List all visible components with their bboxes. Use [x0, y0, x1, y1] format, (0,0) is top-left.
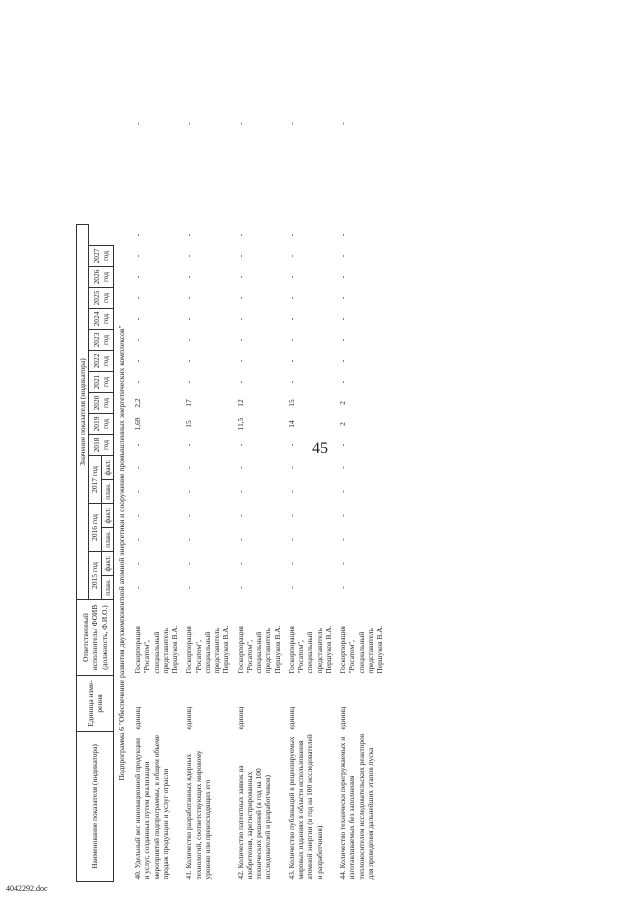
indicator-value: -	[133, 380, 143, 384]
indicator-value: -	[338, 233, 348, 237]
indicator-value: -	[133, 359, 143, 363]
indicator-name: 40. Удельный вес инновационной продукции и услуг, созданных путем реализации мероприятий подпрограммы, в общем объеме продаж продукции и услуг отрасли	[133, 734, 170, 880]
indicator-value: -	[338, 122, 348, 125]
indicator-value: -	[133, 586, 143, 589]
indicator-responsible: Госкорпорация "Росатом", специальный представитель Першуков В.А.	[338, 625, 385, 674]
col-header-2023: 2023 год	[89, 330, 114, 351]
indicator-value: -	[235, 490, 245, 493]
indicator-value: -	[286, 317, 296, 321]
indicator-value: -	[338, 296, 348, 300]
col-header-2024: 2024 год	[89, 309, 114, 330]
indicator-value: -	[286, 538, 296, 541]
col-header-2017-fact: факт.	[101, 456, 113, 480]
indicator-value: -	[235, 562, 245, 565]
col-header-2019: 2019 год	[89, 414, 114, 435]
indicator-name: 41. Количество разработанных ядерных технологий, соответствующих мировому уровню или превосходящих его	[184, 750, 212, 880]
indicator-unit: единиц	[133, 706, 143, 730]
indicator-name: 44. Количество технически перегружаемых и изготавливаемых без заполнения теплоносителем исследовательских реакторов для проведения дальнейших этапов пуска	[338, 733, 375, 880]
indicator-value: -	[235, 380, 245, 384]
indicator-value: -	[338, 359, 348, 363]
col-header-2018: 2018 год	[89, 435, 114, 456]
col-header-name: Наименование показателя (индикатора)	[77, 732, 114, 882]
indicator-table-rotated	[76, 22, 596, 882]
indicator-value: 2	[338, 401, 348, 405]
indicator-name: 43. Количество публикаций в рецензируемых мировых изданиях в области использования атомной энергии (в год на 100 исследователей и разработчиков)	[286, 734, 324, 880]
indicator-value: -	[338, 562, 348, 565]
indicator-value: -	[286, 296, 296, 300]
indicator-unit: единиц	[235, 706, 245, 730]
col-header-2017-plan: план.	[101, 480, 113, 504]
indicator-value: -	[184, 490, 194, 493]
footer-filename: 4042292.doc	[6, 884, 48, 893]
indicator-value: -	[184, 538, 194, 541]
indicator-value: -	[338, 338, 348, 342]
indicator-value: -	[235, 586, 245, 589]
indicator-value: -	[286, 122, 296, 125]
indicator-value: -	[338, 317, 348, 321]
indicator-value: -	[184, 466, 194, 469]
indicator-value: -	[133, 538, 143, 541]
table-row	[129, 23, 180, 882]
indicator-value: -	[286, 275, 296, 279]
indicator-value: -	[133, 275, 143, 279]
col-header-2017: 2017 год	[89, 456, 101, 504]
indicator-value: -	[286, 466, 296, 469]
indicator-value: -	[338, 490, 348, 493]
col-header-2015: 2015 год	[89, 552, 101, 600]
indicator-value: -	[184, 586, 194, 589]
indicator-value: -	[338, 466, 348, 469]
indicator-value: 1,69	[133, 417, 143, 431]
col-header-2027: 2027 год	[89, 246, 114, 267]
table-row	[180, 23, 231, 882]
col-header-responsible: Ответственный исполнитель/ ФОИВ (должность, Ф.И.О.)	[77, 600, 114, 676]
indicator-value: -	[286, 562, 296, 565]
indicator-value: -	[286, 586, 296, 589]
col-header-values: Значение показателя (индикатора)	[77, 225, 89, 600]
indicator-name: 42. Количество патентных заявок на изобретения, зарегистрированных технических решений (в год на 100 исследователей и разработчиков)	[235, 765, 273, 880]
indicator-value: -	[235, 254, 245, 258]
indicator-responsible: Госкорпорация "Росатом", специальный представитель Першуков В.А.	[235, 625, 282, 674]
indicator-value: -	[133, 233, 143, 237]
indicator-value: 2,2	[133, 398, 143, 408]
indicator-value: -	[286, 490, 296, 493]
col-header-2020: 2020 год	[89, 393, 114, 414]
table-row	[283, 23, 334, 882]
indicator-value: -	[235, 296, 245, 300]
indicator-value: -	[184, 514, 194, 517]
indicator-value: -	[235, 466, 245, 469]
indicator-value: -	[338, 254, 348, 258]
indicator-value: -	[184, 122, 194, 125]
indicator-value: -	[184, 338, 194, 342]
indicator-value: -	[184, 562, 194, 565]
indicator-value: -	[338, 514, 348, 517]
indicator-value: -	[338, 538, 348, 541]
indicator-value: -	[133, 122, 143, 125]
indicator-value: -	[133, 317, 143, 321]
indicator-value: -	[338, 380, 348, 384]
indicator-value: -	[286, 514, 296, 517]
table-body	[113, 23, 385, 882]
indicator-value: 12	[235, 399, 245, 407]
indicator-value: -	[235, 275, 245, 279]
indicator-value: -	[184, 233, 194, 237]
indicator-value: -	[235, 443, 245, 447]
col-header-2016: 2016 год	[89, 504, 101, 552]
indicator-value: -	[133, 338, 143, 342]
indicator-value: -	[133, 562, 143, 565]
indicator-value: -	[286, 443, 296, 447]
col-header-2021: 2021 год	[89, 372, 114, 393]
indicator-value: 15	[184, 420, 194, 428]
indicator-value: -	[133, 490, 143, 493]
indicator-value: -	[286, 380, 296, 384]
indicator-value: -	[286, 338, 296, 342]
indicator-value: -	[286, 254, 296, 258]
col-header-2015-plan: план.	[101, 576, 113, 600]
indicator-value: 15	[286, 399, 296, 407]
indicator-value: 2	[338, 422, 348, 426]
col-header-2016-plan: план.	[101, 528, 113, 552]
indicator-value: -	[338, 586, 348, 589]
indicator-table	[76, 22, 385, 882]
indicator-value: -	[133, 514, 143, 517]
page-number: 45	[312, 440, 328, 457]
indicator-value: -	[235, 338, 245, 342]
col-header-2026: 2026 год	[89, 267, 114, 288]
indicator-unit: единиц	[286, 706, 296, 730]
indicator-value: -	[235, 538, 245, 541]
indicator-value: -	[133, 466, 143, 469]
indicator-value: -	[235, 233, 245, 237]
indicator-value: 11,5	[235, 417, 245, 431]
indicator-value: -	[184, 275, 194, 279]
indicator-unit: единиц	[184, 706, 194, 730]
indicator-value: -	[235, 359, 245, 363]
indicator-value: -	[133, 296, 143, 300]
indicator-value: -	[286, 233, 296, 237]
indicator-value: -	[184, 254, 194, 258]
indicator-value: -	[184, 380, 194, 384]
indicator-value: -	[184, 317, 194, 321]
table-row	[232, 23, 283, 882]
indicator-value: -	[235, 514, 245, 517]
indicator-responsible: Госкорпорация "Росатом", специальный представитель Першуков В.А.	[133, 625, 180, 674]
indicator-value: -	[184, 359, 194, 363]
subprogram-title: Подпрограмма 6 "Обеспечение развития двухкомпонентной атомной энергетики и сооружение промышленных энергетических комплексов"	[116, 325, 126, 781]
indicator-value: -	[235, 317, 245, 321]
indicator-value: 17	[184, 399, 194, 407]
indicator-value: -	[133, 443, 143, 447]
table-row	[334, 23, 385, 882]
indicator-responsible: Госкорпорация "Росатом", специальный представитель Першуков В.А.	[286, 625, 333, 674]
indicator-responsible: Госкорпорация "Росатом", специальный представитель Першуков В.А.	[184, 625, 231, 674]
indicator-value: -	[338, 275, 348, 279]
col-header-2025: 2025 год	[89, 288, 114, 309]
indicator-value: -	[286, 359, 296, 363]
col-header-2022: 2022 год	[89, 351, 114, 372]
indicator-value: -	[133, 254, 143, 258]
col-header-2015-fact: факт.	[101, 552, 113, 576]
indicator-value: -	[184, 296, 194, 300]
indicator-value: 14	[286, 420, 296, 428]
indicator-value: -	[338, 443, 348, 447]
col-header-unit: Единица изме- рения	[77, 676, 114, 732]
indicator-value: -	[184, 443, 194, 447]
col-header-2016-fact: факт.	[101, 504, 113, 528]
indicator-value: -	[235, 122, 245, 125]
indicator-unit: единиц	[338, 706, 348, 730]
